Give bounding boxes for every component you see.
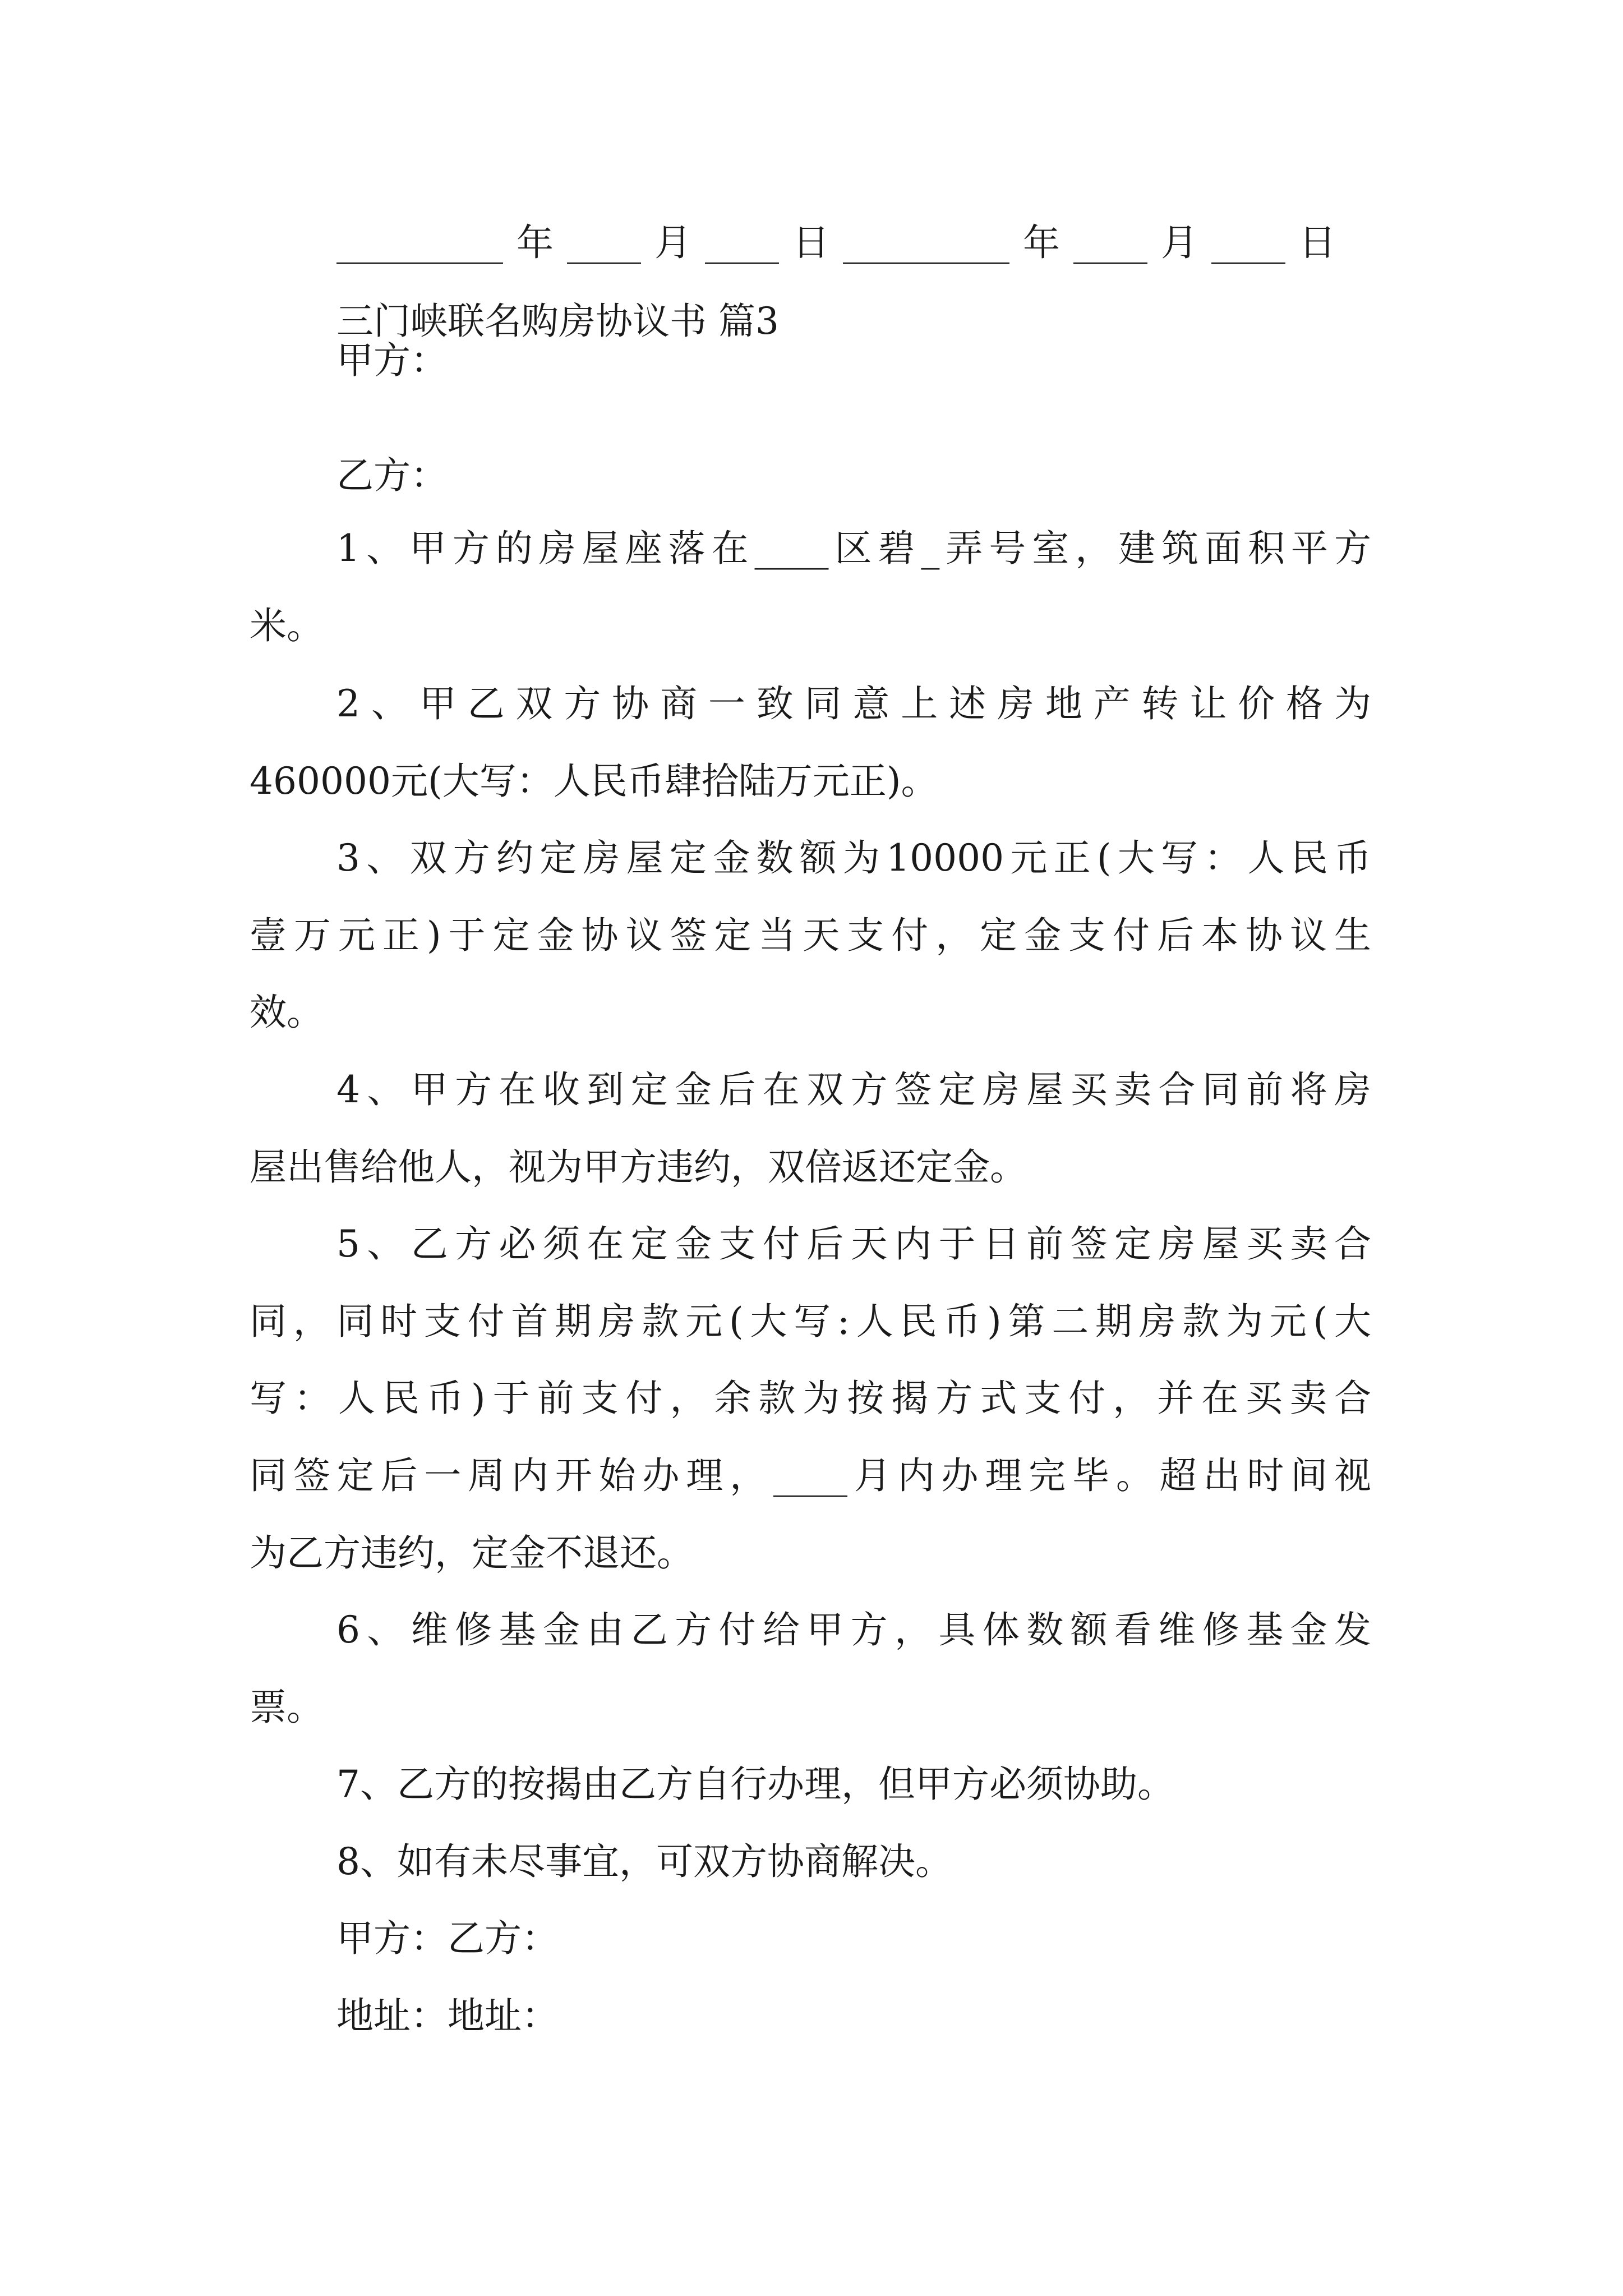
clause-1-line-2: 米。 [250,604,324,647]
party-a-label: 甲方： [336,339,448,382]
clause-7-line-1: 7、乙方的按揭由乙方自行办理，但甲方必须协助。 [336,1763,1174,1806]
document-heading: 三门峡联名购房协议书 篇3 [336,300,779,343]
clause-6-line-2: 票。 [250,1686,324,1729]
clause-2-line-2: 460000元(大写：人民币肆拾陆万元正)。 [250,760,938,803]
clause-2-line-1: 2、甲乙双方协商一致同意上述房地产转让价格为 [336,682,1371,725]
party-b-label: 乙方： [336,454,448,497]
clause-5-line-1: 5、乙方必须在定金支付后天内于日前签定房屋买卖合 [336,1222,1371,1266]
clause-3-line-1: 3、双方约定房屋定金数额为10000元正(大写：人民币 [336,836,1371,880]
clause-4-line-2: 屋出售给他人，视为甲方违约，双倍返还定金。 [250,1145,1027,1189]
date-line: _________年____月____日_________年____月____日 [336,221,1336,264]
clause-5-line-4: 同签定后一周内开始办理，____月内办理完毕。超出时间视 [250,1454,1371,1497]
signature-address: 地址：地址： [336,1994,559,2037]
clause-4-line-1: 4、甲方在收到定金后在双方签定房屋买卖合同前将房 [336,1068,1371,1111]
clause-5-line-5: 为乙方违约，定金不退还。 [250,1531,694,1575]
clause-5-line-3: 写：人民币)于前支付，余款为按揭方式支付，并在买卖合 [250,1377,1371,1420]
clause-5-line-2: 同，同时支付首期房款元(大写:人民币)第二期房款为元(大 [250,1300,1371,1343]
signature-parties: 甲方：乙方： [336,1917,559,1960]
clause-8-line-1: 8、如有未尽事宜，可双方协商解决。 [336,1840,952,1883]
clause-3-line-2: 壹万元正)于定金协议签定当天支付，定金支付后本协议生 [250,914,1371,957]
clause-3-line-3: 效。 [250,991,324,1034]
clause-6-line-1: 6、维修基金由乙方付给甲方，具体数额看维修基金发 [336,1608,1371,1651]
clause-1-line-1: 1、甲方的房屋座落在____区碧_弄号室，建筑面积平方 [336,527,1371,570]
